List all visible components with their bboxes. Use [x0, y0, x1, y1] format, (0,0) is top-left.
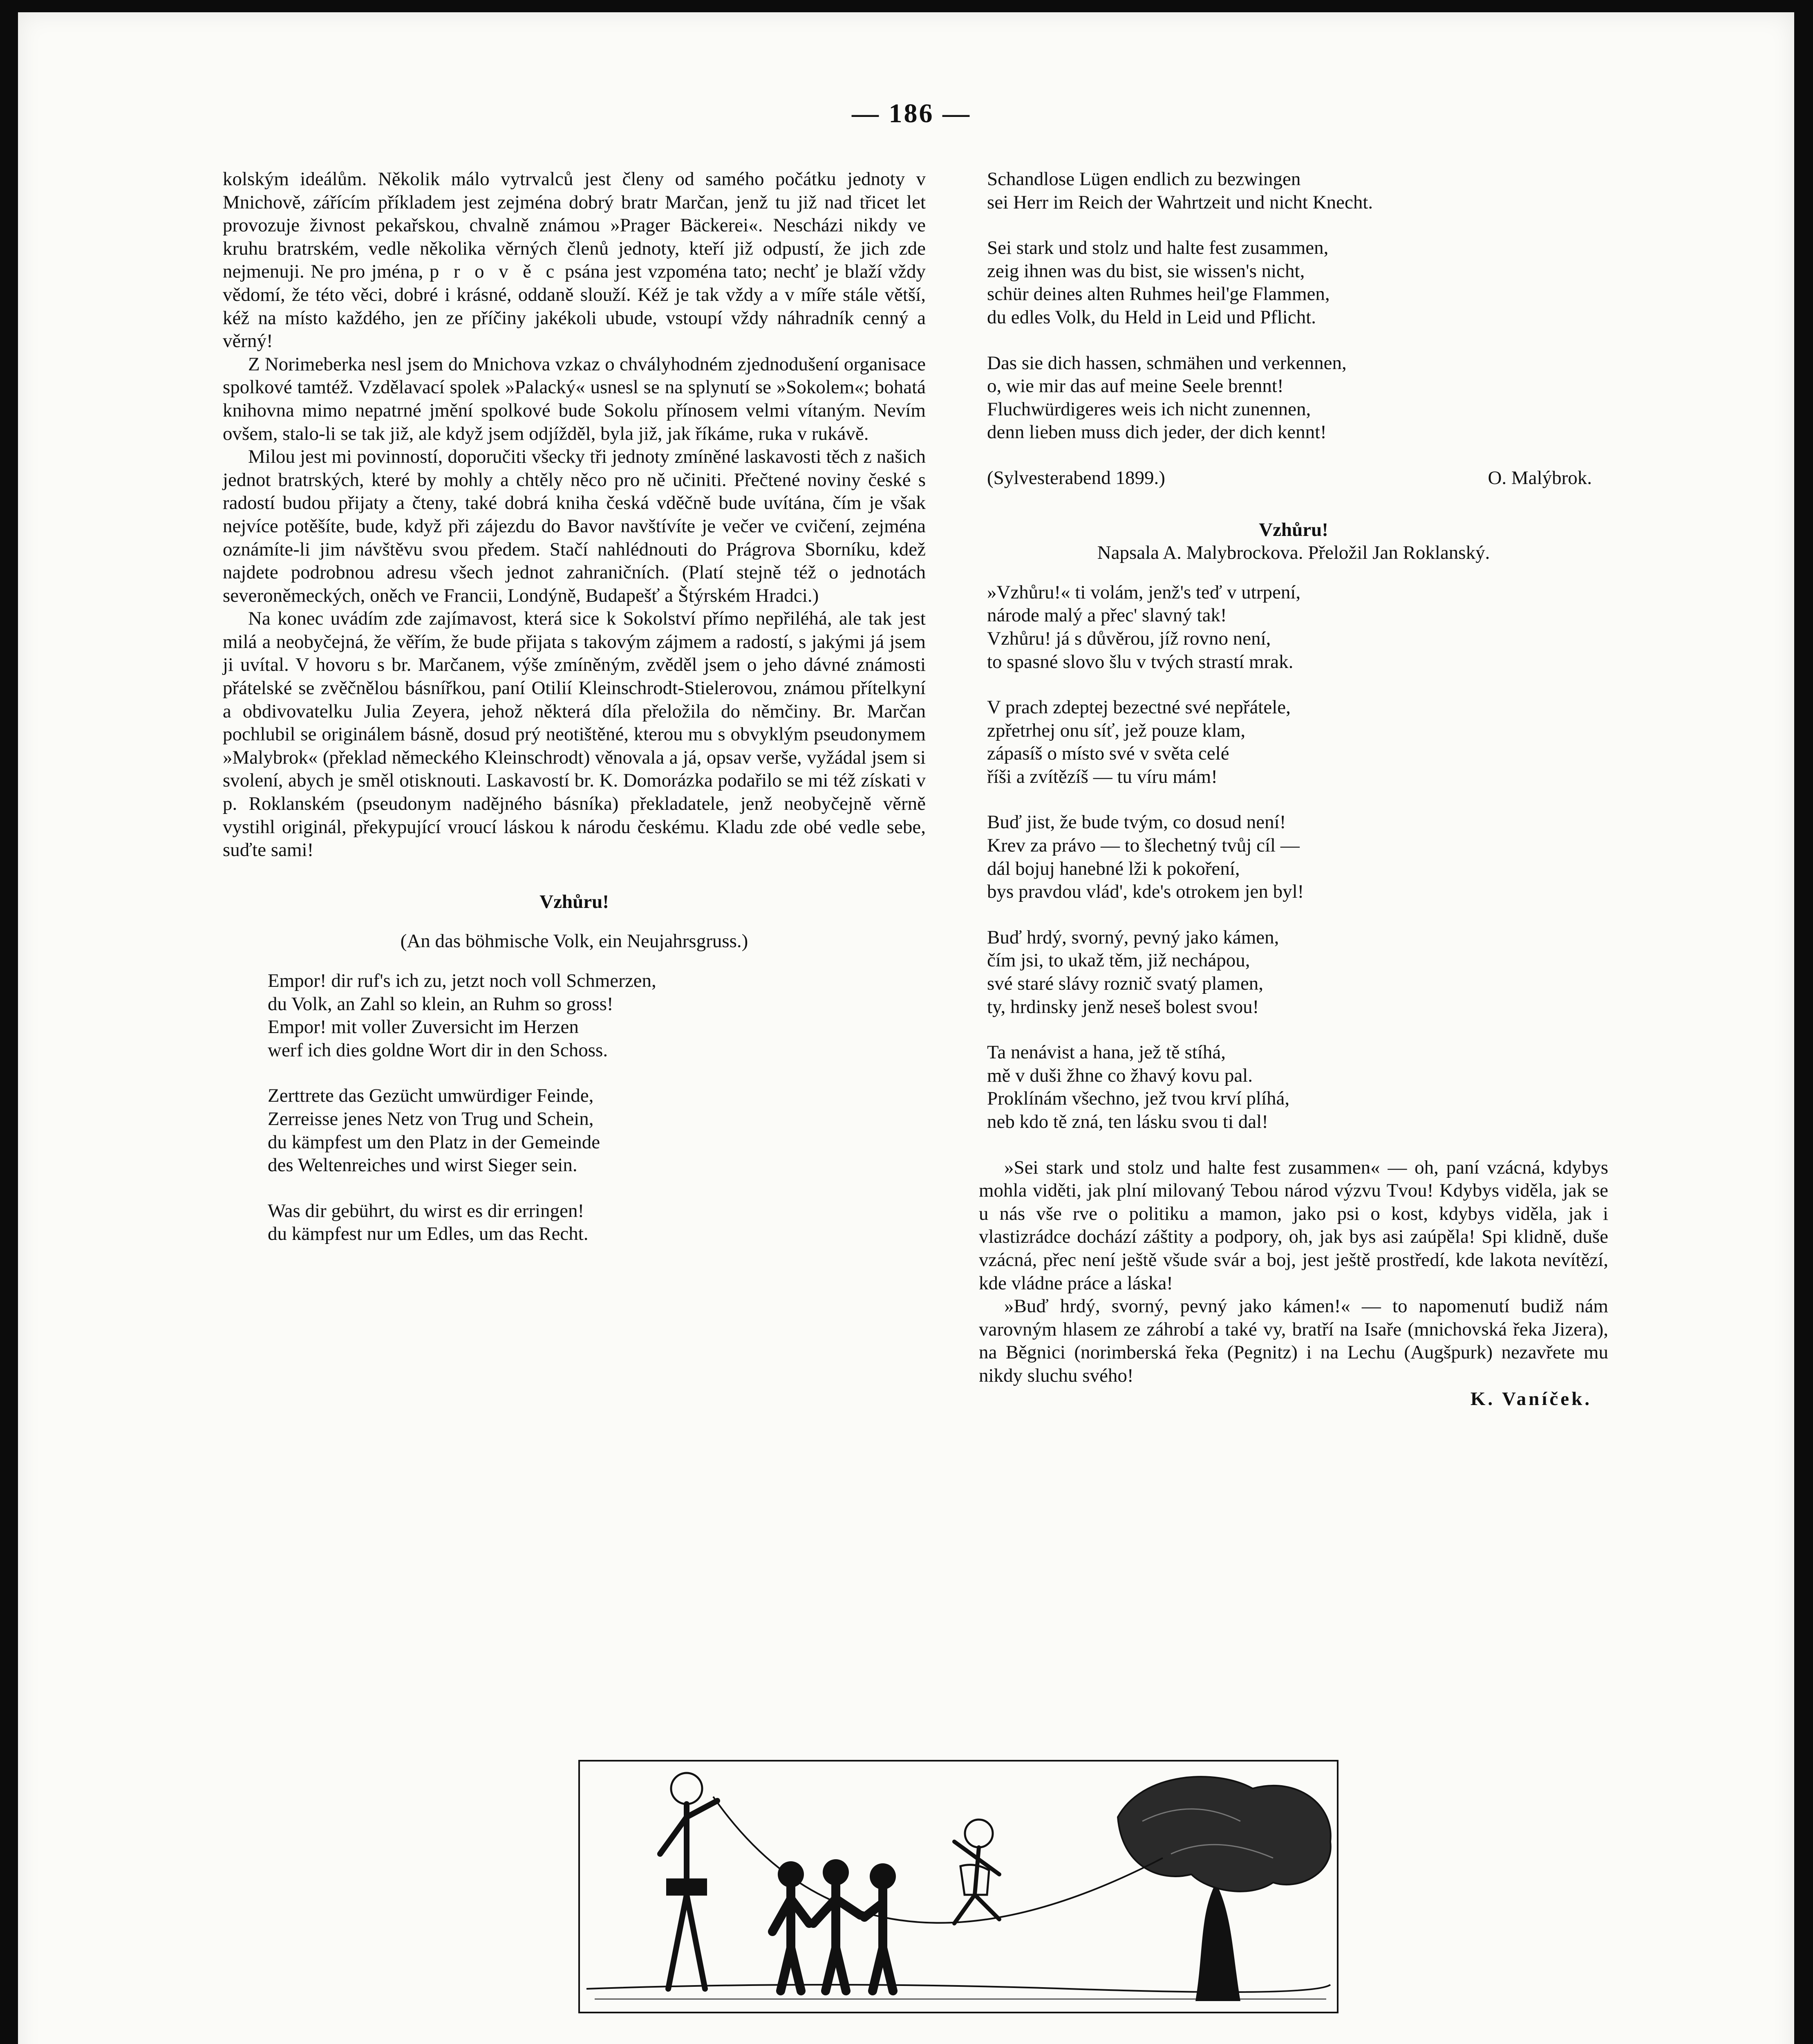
poem-line: Vzhůru! já s důvěrou, jíž rovno není,	[987, 628, 1271, 649]
page-number: — 186 —	[852, 99, 971, 128]
paragraph-text: psána jest vzpoména tato; nechť je blaží vždy vědomí, že této věci, dobré i krásné, oddaně slouží. Kéž je tak vždy a v míře stále větší, kéž na místo každého, jen ze příčiny jakékoli ubude, vstoupí vždy náhradník cenný a věrný!	[223, 261, 926, 352]
poem-line: zápasíš o místo své v světa celé	[987, 743, 1229, 764]
translation-stanza	[979, 696, 1608, 788]
poem-line: des Weltenreiches und wirst Sieger sein.	[268, 1154, 577, 1176]
paragraph: »Sei stark und stolz und halte fest zusammen« — oh, paní vzácná, kdybys mohla viděti, jak plní milovaný Tebou národ výzvu Tvou! Kdybys viděla, jak se u nás vše rve o politiku a mamon, jako psi o kost, kdybys viděla, jak i vlastizrádce dochází záštity a podpory, oh, jak bys asi zaúpěla! Spi klidně, duše vzácná, přec není ještě všude svár a boj, jest ještě prostředí, kde lakota nevítězí, kde vládne práce a láska!	[979, 1156, 1608, 1294]
paragraph-text: kolským ideálům. Několik málo vytrvalců jest členy od samého počátku jednoty v Mnichově, zářícím příkladem jest zejména dobrý bratr Marčan, jenž tu již nad třicet let provozuje živnost pekařskou, chvalně známou »Prager Bäckerei«. Nescházi nikdy ve kruhu bratrském, vedle několika věrných členů jednoty, kteří již odpustí, že jich zde nejmenuji. Ne pro jména,	[223, 168, 926, 282]
adult-belt	[666, 1878, 707, 1896]
translation-credit: Napsala A. Malybrockova. Přeložil Jan Roklanský.	[1097, 542, 1490, 564]
poem-line: Empor! mit voller Zuversicht im Herzen	[268, 1016, 579, 1038]
poem-stanza	[223, 1199, 926, 1246]
poem-line: werf ich dies goldne Wort dir in den Schoss.	[268, 1039, 608, 1061]
left-column	[223, 168, 926, 1268]
poem-stanza	[979, 352, 1608, 444]
poem-line: o, wie mir das auf meine Seele brennt!	[987, 375, 1284, 397]
paragraph: Na konec uvádím zde zajímavost, která sice k Sokolství přímo nepřiléhá, ale tak jest milá a neobyčejná, že věřím, že bude přijata s takovým zájmem a radostí, s jakými já jsem ji uvítal. V hovoru s br. Marčanem, výše zmíněným, zvěděl jsem o jeho dávné známosti přátelské se zvěčnělou básnířkou, paní Otilií Kleinschrodt-Stielerovou, známou přítelkyní a obdivovatelku Julia Zeyera, jehož některá díla přeložila do němčiny. Br. Marčan pochlubil se originálem básně, dosud prý neotištěné, kterou mu s obvyklým pseudonymem »Malybrok« (překlad německého Kleinschrodt) věnovala a já, opsav verše, vyžádal jsem si svolení, abych je směl otisknouti. Laskavostí br. K. Domorázka podařilo se mi též získati v p. Roklanském (pseudonym nadějného básníka) překladatele, jenž neobyčejně věrně vystihl originál, překypující vroucí láskou k národu českému. Kladu zde obé vedle sebe, suďte sami!	[223, 608, 926, 861]
poem-line: Sei stark und stolz und halte fest zusammen,	[987, 237, 1329, 259]
poem-stanza	[979, 236, 1608, 329]
poem-line: schür deines alten Ruhmes heil'ge Flammen,	[987, 283, 1330, 305]
poem-line: du kämpfest nur um Edles, um das Recht.	[268, 1223, 589, 1245]
paragraph: Milou jest mi povinností, doporučiti všecky tři jednoty zmíněné laskavosti těch z našich jednot bratrských, které by mohly a chtěly něco pro ně učiniti. Přečtené noviny české s radostí budou přijaty a čteny, také dobrá kniha česká vděčně bude uvítána, čím je však nejvíce potěšíte, bude, když při zájezdu do Bavor navštívíte je večer ve cvičení, zejména oznámíte-li jim návštěvu svou předem. Stačí nahlédnouti do Prágrova Sborníku, kdež najdete podrobnou adresu všech jednot zahraničních. (Platí stejně též o jednotách severoněmeckých, oněch ve Francii, Londýně, Budapešť a Štýrském Hradci.)	[223, 446, 926, 606]
poem-line: to spasné slovo šlu v tvých strastí mrak.	[987, 651, 1294, 672]
right-column	[979, 168, 1608, 1410]
poem-line: Buď hrdý, svorný, pevný jako kámen,	[987, 926, 1279, 948]
translation-stanza	[979, 811, 1608, 903]
poem-line: neb kdo tě zná, ten lásku svou ti dal!	[987, 1111, 1268, 1132]
poem-line: své staré slávy roznič svatý plamen,	[987, 973, 1264, 995]
poem-line: zeig ihnen was du bist, sie wissen's nicht,	[987, 260, 1305, 282]
poem-line: du Volk, an Zahl so klein, an Ruhm so gross!	[268, 993, 613, 1015]
poem-line: du edles Volk, du Held in Leid und Pflicht.	[987, 306, 1316, 328]
poem-line: denn lieben muss dich jeder, der dich kennt!	[987, 421, 1327, 443]
spaced-emphasis: p r o v ě c	[429, 261, 559, 282]
poem-line: Ta nenávist a hana, jež tě stíhá,	[987, 1042, 1226, 1063]
poem-line: Was dir gebührt, du wirst es dir erringen!	[268, 1200, 584, 1221]
poem-line: Das sie dich hassen, schmähen und verkennen,	[987, 352, 1347, 374]
paragraph	[223, 168, 926, 353]
poem-line: Zerreisse jenes Netz von Trug und Schein,	[268, 1108, 594, 1130]
poem-title: Vzhůru!	[539, 891, 609, 912]
poem-line: Zerttrete das Gezücht umwürdiger Feinde,	[268, 1085, 594, 1107]
poem-line: V prach zdeptej bezectné své nepřátele,	[987, 697, 1291, 718]
translation-stanza	[979, 1041, 1608, 1133]
translation-title: Vzhůru!	[1259, 519, 1328, 540]
poem-line: Proklínám všechno, jež tvou krví plíhá,	[987, 1088, 1290, 1109]
translation-stanza	[979, 926, 1608, 1018]
paragraph: »Buď hrdý, svorný, pevný jako kámen!« — to napomenutí budiž nám varovným hlasem ze záhrobí a také vy, bratří na Isaře (mnichovská řeka Jizera), na Běgnici (norimberská řeka (Pegnitz) i na Lechu (Augšpurk) nezavřete mu nikdy sluchu svého!	[979, 1295, 1608, 1386]
poem-line: Buď jist, že bude tvým, co dosud není!	[987, 811, 1286, 833]
poem-line: čím jsi, to ukaž těm, již nechápou,	[987, 950, 1250, 971]
poem-line: sei Herr im Reich der Wahrtzeit und nicht Knecht.	[987, 191, 1373, 213]
poem-date: (Sylvesterabend 1899.)	[987, 467, 1165, 489]
signature: K. Vaníček.	[1470, 1388, 1592, 1410]
poem-stanza	[223, 1084, 926, 1177]
poem-line: Empor! dir ruf's ich zu, jetzt noch voll Schmerzen,	[268, 970, 656, 991]
poem-attribution	[979, 466, 1608, 490]
poem-stanza	[223, 969, 926, 1062]
paragraph: Z Norimeberka nesl jsem do Mnichova vzkaz o chvályhodném zjednodušení organisace spolkové tamtéž. Vzdělavací spolek »Palacký« usnesl se na splynutí se »Sokolem«; bohatá knihovna mimo nepatrné jmění spolkové bude Sokolu přínosem velmi vítaným. Nevím ovšem, stalo-li se tak již, ale když jsem odjížděl, byla již, jak říkáme, ruka v rukávě.	[223, 353, 926, 444]
poem-line: Krev za právo — to šlechetný tvůj cíl —	[987, 835, 1300, 856]
poem-line: mě v duši žhne co žhavý kovu pal.	[987, 1065, 1253, 1086]
poem-line: říši a zvítězíš — tu víru mám!	[987, 766, 1218, 787]
poem-line: bys pravdou vlád', kde's otrokem jen byl!	[987, 881, 1304, 903]
poem-line: národe malý a přec' slavný tak!	[987, 605, 1227, 626]
poem-line: zpřetrhej onu síť, jež pouze klam,	[987, 719, 1246, 741]
poem-subtitle: (An das böhmische Volk, ein Neujahrsgruss.)	[400, 930, 748, 952]
poem-line: ty, hrdinsky jenž neseš bolest svou!	[987, 996, 1259, 1018]
poem-line: Schandlose Lügen endlich zu bezwingen	[987, 168, 1301, 190]
poem-line: »Vzhůru!« ti volám, jenž's teď v utrpení,	[987, 581, 1301, 603]
poem-line: du kämpfest um den Platz in der Gemeinde	[268, 1131, 600, 1153]
poem-author: O. Malýbrok.	[1488, 467, 1592, 489]
poem-line: Fluchwürdigeres weis ich nicht zunennen,	[987, 398, 1311, 420]
poem-stanza	[979, 168, 1608, 214]
decorative-illustration	[578, 1760, 1338, 2013]
translation-stanza	[979, 581, 1608, 673]
poem-line: dál bojuj hanebné lži k pokoření,	[987, 858, 1240, 879]
